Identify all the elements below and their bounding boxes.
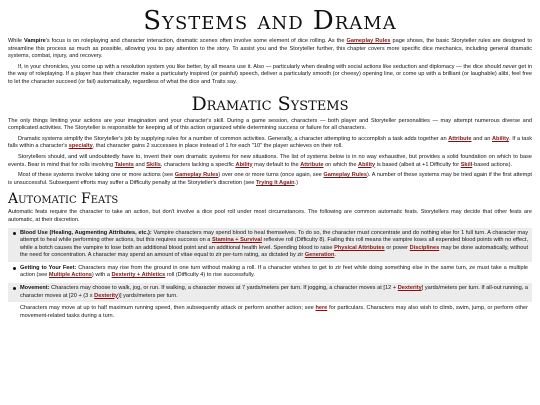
text-link[interactable]: Ability <box>235 161 253 168</box>
intro-paragraph <box>8 38 532 61</box>
text-link[interactable]: Dexterity + Athletics <box>111 272 166 279</box>
dramatic-systems-paragraph <box>8 136 532 151</box>
text-run: Characters may choose to walk, jog, or run. If walking, a character moves at 7 yards/meters per turn. If jogging, a character moves at [12 + <box>49 285 398 292</box>
text-run: for particulars. Characters may also wish to climb, swim, jump, or perform other movement-related tasks during a turn. <box>20 305 528 319</box>
list-item <box>8 263 532 282</box>
text-link[interactable]: Trying It Again <box>255 179 295 186</box>
text-link[interactable]: Multiple Actions <box>48 272 92 279</box>
text-run: Storytellers should, and will undoubtedly have to, invent their own dramatic systems for new situations. The list of systems below is in no way exhaustive, but provides a solid foundation on which to base events. Bear in mind that for rolls involving <box>8 153 532 168</box>
text-run: page shows, the basic Storyteller rules are designed to streamline this process as much as possible, allowing you to pay attention to the story. To assist you and the Storyteller further, this chapter covers more specific dice mechanics, including general dramatic systems, combat, injury, and recovery. <box>8 38 532 60</box>
list-item <box>8 228 532 262</box>
text-run: , characters lacking a specific <box>160 161 236 168</box>
text-link[interactable]: Physical Attributes <box>334 244 385 251</box>
text-link[interactable]: Attribute <box>300 161 324 168</box>
text-run: ) with a <box>91 272 112 279</box>
bold-text: Movement: <box>20 285 50 292</box>
text-run: Most of these systems involve taking one or more actions (see <box>18 172 175 179</box>
section-title-automatic-feats: Automatic Feats <box>8 191 119 208</box>
text-run: . If a task falls within a character's <box>8 135 533 150</box>
text-run: )] yards/meters per turn. <box>118 292 178 299</box>
dramatic-systems-section <box>0 118 540 188</box>
text-link[interactable]: Gameplay Rules <box>323 172 368 179</box>
text-run: . <box>334 252 336 259</box>
text-link[interactable]: Ability <box>491 135 510 142</box>
italic-text: never <box>502 63 517 70</box>
text-link[interactable]: here <box>315 305 328 312</box>
text-link[interactable]: Gameplay Rules <box>174 172 219 179</box>
text-run: Characters may move at up to half maximum running speed, then subsequently attack or perform another action; see <box>20 305 316 312</box>
text-run: ). A number of these systems may be tried again if the first attempt is unsuccessful. Subsequent efforts may suffer a Difficulty penalty at the Storyteller's discretion (see <box>8 172 532 186</box>
text-run: If, in your chronicles, you come up with a resolution system you like better, by all means use it. Also — particularly when dealing with social actions like seduction and diplomacy — the dice should <box>18 63 503 70</box>
bold-text: Blood Use (Healing, Augmenting Attributes, etc.): <box>20 229 152 236</box>
section-title-dramatic-systems: Dramatic Systems <box>191 92 349 115</box>
text-run: ) over one or more turns (once again, see <box>218 172 324 179</box>
text-run: and an <box>471 135 492 142</box>
text-link[interactable]: Ability <box>358 161 376 168</box>
text-run: Dramatic systems simplify the Storyteller's job by supplying rules for a number of common activities. Generally, a character attempting to accomplish a task adds together an <box>18 135 449 142</box>
text-run: or power <box>384 244 410 251</box>
bullet-icon <box>13 267 16 270</box>
automatic-feats-list <box>8 228 532 323</box>
bullet-icon <box>13 287 16 290</box>
text-link[interactable]: Gameplay Rules <box>346 38 391 44</box>
text-run: is based (albeit at +1 Difficulty for <box>375 161 461 168</box>
text-link[interactable]: Stamina + Survival <box>211 237 262 244</box>
text-run: Characters may rise from the ground in one turn without making a roll. If a character wishes to get to zir feet while doing something else in the same turn, ze must take a multiple action (see <box>20 264 529 279</box>
text-run: reflexive roll (Difficulty 8). Failing this roll means the vampire loses all expended blood points with no effect, while a botch causes the vampire to lose both an additional blood point and an additional health level. Spending blood to raise <box>20 237 528 251</box>
text-link[interactable]: Dexterity <box>94 292 119 299</box>
text-run: get in the way of roleplaying. If a player has their character make a particularly inspired (or painful) speech, deliver a particularly smooth (or cheesy) opening line, or come up with a brilliant (or laughable) alibi, feel free to let the character succeed (or fail) automatically, regardless of what the dice and Traits say. <box>8 63 532 85</box>
dramatic-systems-paragraph <box>8 172 532 187</box>
automatic-feats-intro <box>8 209 532 224</box>
bullet-icon <box>13 232 16 235</box>
text-run: ] yards/meters per turn. If all-out running, a character moves at [20 + (3 x <box>20 285 528 299</box>
page-title: Systems and Drama <box>143 6 397 36</box>
text-run: 's focus is on roleplaying and character interaction, dramatic scenes often involve some element of dice rolling. As the <box>45 38 347 44</box>
dramatic-systems-paragraph <box>8 154 532 169</box>
text-link[interactable]: Disciplines <box>409 244 440 251</box>
intro-paragraph <box>8 64 532 87</box>
dramatic-systems-paragraph <box>8 118 532 133</box>
text-link[interactable]: Generation <box>304 252 335 259</box>
bold-text: Getting to Your Feet: <box>20 264 77 271</box>
text-run: Vampire characters may spend blood to heal themselves. To do so, the character must concentrate and do nothing else for 1 full turn. A character may attempt to heal while performing other actions, but this requires success on a <box>20 229 528 244</box>
text-run: and <box>133 161 147 168</box>
text-link[interactable]: specialty <box>68 143 93 150</box>
text-run: .) <box>294 179 298 186</box>
text-run: While <box>8 38 24 44</box>
text-run: may be done automatically, without the need for concentration. A character may spend an amount of vitae equal to zir per-turn rating, as dictated by zir <box>20 244 528 259</box>
intro-section <box>0 38 540 87</box>
text-run: may default to the <box>252 161 301 168</box>
text-run: , that character gains 2 successes in place instead of 1 for each "10" the player achieves on their roll. <box>92 143 343 150</box>
text-run: -based actions). <box>472 161 513 168</box>
text-link[interactable]: Talents <box>114 161 134 168</box>
text-link[interactable]: Skill <box>460 161 473 168</box>
text-link[interactable]: Skills <box>146 161 161 168</box>
text-run: Automatic feats require the character to take an action, but don't involve a dice pool roll under most circumstances. The following are common automatic feats. Storytellers may decide that other feats are automatic, at their discretion. <box>8 209 532 223</box>
text-run: roll (Difficulty 4) to rise successfully. <box>165 272 255 279</box>
bold-text: Vampire <box>24 38 46 44</box>
list-item <box>8 303 532 322</box>
text-link[interactable]: Attribute <box>448 135 472 142</box>
text-link[interactable]: Dexterity <box>397 285 422 292</box>
list-item <box>8 283 532 302</box>
text-run: The only things limiting your actions are your imagination and your character's skill. During a game session, characters — both player and Storyteller personalities — may attempt numerous diverse and complicated activities. The Storyteller is responsible for keeping all of this action organized while determining success or failure for all characters. <box>8 117 532 132</box>
text-run: on which the <box>323 161 359 168</box>
